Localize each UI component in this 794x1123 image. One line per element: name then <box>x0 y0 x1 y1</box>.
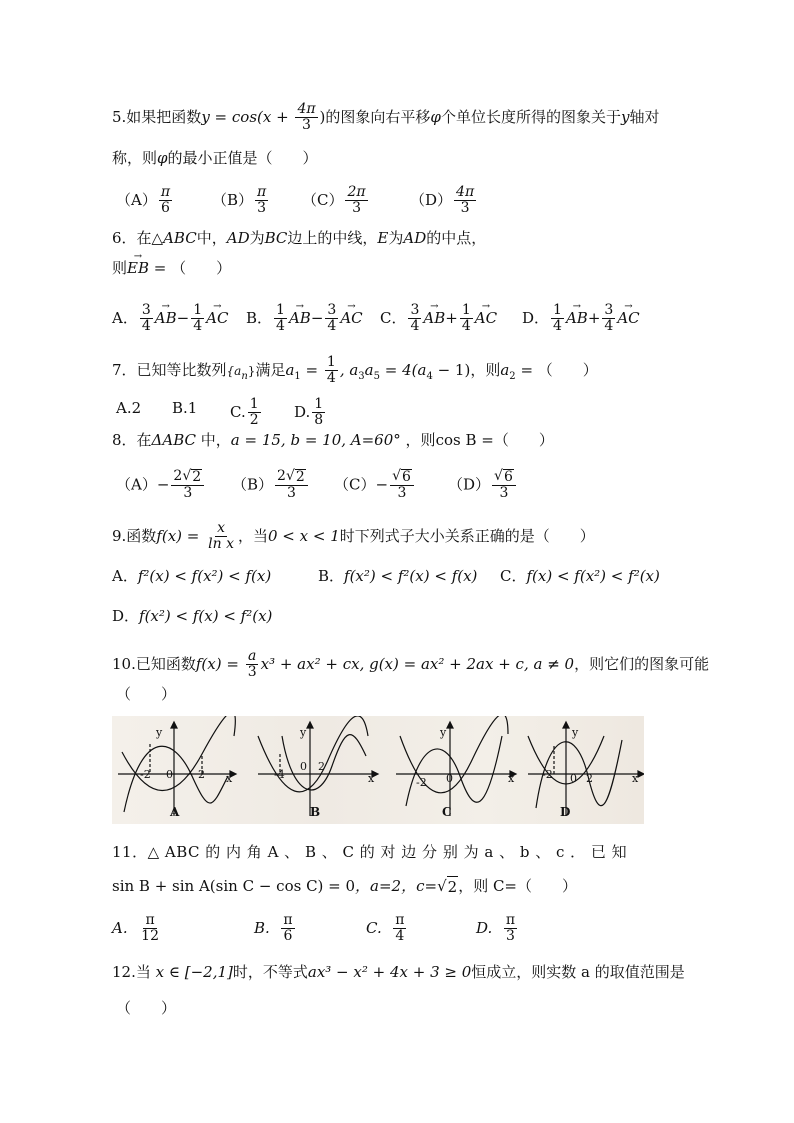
q9-option-c[interactable]: C．f(x) < f(x²) < f²(x) <box>500 567 660 585</box>
q5-option-b[interactable]: （B） $\frac{\pi}{3}$ <box>212 184 267 216</box>
graph-d-axis-y: y <box>572 726 579 739</box>
graph-b-tick-2: 0 <box>300 760 307 773</box>
q10-stem-line2: （ ） <box>116 685 177 703</box>
q5-text: 5.如果把函数 <box>112 108 202 127</box>
q11-option-d[interactable]: D. $\frac{\pi}{3}$ <box>476 912 516 944</box>
vector-AB: → AB <box>566 308 588 328</box>
q5-option-d[interactable]: （D） $\frac{4\pi}{3}$ <box>410 184 475 216</box>
graph-c-tick-1: -2 <box>416 776 427 789</box>
q6-stem-line1: 6．在△ABC中，AD为BC边上的中线，E为AD的中点， <box>112 229 487 247</box>
graph-b-tick-1: -4 <box>274 768 285 781</box>
q9-stem: 9.函数f(x) = $\frac{x}{\text{ln x}}$ ，当0 < x < 1时下列式子大小关系正确的是（ ） <box>112 520 595 552</box>
q7-stem: 7．已知等比数列$\{a_n\}$满足$a_1$ = $\frac{1}{4}$ , $a_3a_5 = 4(a_4 - 1)$，则$a_2$ = （ ） <box>112 354 598 386</box>
q9-option-d[interactable]: D．f(x²) < f(x) < f²(x) <box>112 607 273 625</box>
graph-a-label: A <box>170 805 180 819</box>
q5-option-a[interactable]: （A） $\frac{\pi}{6}$ <box>116 184 171 216</box>
graph-b-tick-3: 2 <box>318 760 325 773</box>
graph-b-axis-x: x <box>368 772 375 785</box>
graph-b-label: B <box>310 805 321 819</box>
q11-option-b[interactable]: B. $\frac{\pi}{6}$ <box>254 912 293 944</box>
q6-stem-line2: 则→ EB = （ ） <box>112 258 231 278</box>
q11-stem-line2: sin B + sin A(sin C − cos C) = 0，a=2，c=√ 2 ，则 C=（ ） <box>112 877 578 896</box>
graph-c-axis-y: y <box>440 726 447 739</box>
q12-stem-line2: （ ） <box>116 999 177 1017</box>
graph-a-axis-x: x <box>226 772 233 785</box>
graph-d-tick-1: -2 <box>542 768 553 781</box>
vector-AC: → AC <box>617 308 639 328</box>
graph-d-axis-x: x <box>632 772 639 785</box>
q10-graphs-svg <box>112 716 644 824</box>
graph-d-tick-3: 2 <box>586 772 593 785</box>
q8-option-b[interactable]: （B） 2√ 2 3 <box>232 470 310 501</box>
vector-AC: → AC <box>475 308 497 328</box>
q8-option-a[interactable]: （A）− 2√ 2 3 <box>116 470 206 501</box>
graph-c-label: C <box>442 805 452 819</box>
q10-graphs <box>112 716 644 824</box>
q6-option-a[interactable]: A． $\frac{3}{4}$ → AB− $\frac{1}{4}$ → AC <box>112 304 228 334</box>
graph-a-tick-2: 0 <box>166 768 173 781</box>
q7-option-c[interactable]: C. $\frac{1}{2}$ <box>230 396 259 428</box>
q7-option-a[interactable]: A.2 <box>116 399 142 417</box>
vector-AB: → AB <box>155 308 177 328</box>
q8-option-d[interactable]: （D） √ 6 3 <box>448 470 518 501</box>
graph-b-axis-y: y <box>300 726 307 739</box>
q11-option-c[interactable]: C. $\frac{\pi}{4}$ <box>366 912 405 944</box>
graph-a-axis-y: y <box>156 726 163 739</box>
vector-AB: → AB <box>423 308 445 328</box>
q6-option-b[interactable]: B． $\frac{1}{4}$ → AB− $\frac{3}{4}$ → AC <box>246 304 363 334</box>
graph-d-label: D <box>560 805 571 819</box>
q5-stem-line2: 称，则φ的最小正值是（ ） <box>112 149 318 167</box>
q8-option-c[interactable]: （C）− √ 6 3 <box>334 470 416 501</box>
q7-option-b[interactable]: B.1 <box>172 399 198 417</box>
q9-option-b[interactable]: B．f(x²) < f²(x) < f(x) <box>318 567 478 585</box>
q12-stem: 12.当 x ∈ [−2,1]时，不等式ax³ − x² + 4x + 3 ≥ 0恒成立，则实数 a 的取值范围是 <box>112 963 685 981</box>
vector-EB: → EB <box>127 258 149 278</box>
graph-a-tick-1: -2 <box>140 768 151 781</box>
q11-stem-line1: 11．△ ABC 的 内 角 A 、 B 、 C 的 对 边 分 别 为 a 、 b 、 c ． 已 知 <box>112 843 628 861</box>
q9-option-a[interactable]: A．f²(x) < f(x²) < f(x) <box>112 567 272 585</box>
vector-AC: → AC <box>340 308 362 328</box>
vector-AC: → AC <box>206 308 228 328</box>
q7-option-d[interactable]: D. $\frac{1}{8}$ <box>294 396 324 428</box>
graph-d-tick-2: 0 <box>570 772 577 785</box>
q5-frac: $\frac{4\pi}{3}$ <box>297 101 316 133</box>
q5-func: y = cos(x + <box>201 108 294 127</box>
q10-stem: 10.已知函数f(x) = $\frac{a}{3}$ x³ + ax² + cx, g(x) = ax² + 2ax + c, a ≠ 0，则它们的图象可能 <box>112 648 710 680</box>
graph-c[interactable] <box>396 716 516 816</box>
graph-c-axis-x: x <box>508 772 515 785</box>
q6-option-d[interactable]: D． $\frac{1}{4}$ → AB+ $\frac{3}{4}$ → AC <box>522 304 640 334</box>
graph-a-tick-3: 2 <box>198 768 205 781</box>
q6-option-c[interactable]: C． $\frac{3}{4}$ → AB+ $\frac{1}{4}$ → AC <box>380 304 497 334</box>
q5-option-c[interactable]: （C） $\frac{2\pi}{3}$ <box>302 184 366 216</box>
q8-stem: 8．在ΔABC 中，a = 15, b = 10, A=60° ，则cos B =（ ） <box>112 431 554 449</box>
q5-stem-line1: 5.如果把函数y = cos(x + $\frac{4\pi}{3}$ )的图象向右平移φ个单位长度所得的图象关于y轴对 <box>112 101 660 133</box>
q11-option-a[interactable]: A. $\frac{\pi}{12}$ <box>112 912 159 944</box>
graph-c-tick-2: 0 <box>446 772 453 785</box>
vector-AB: → AB <box>289 308 311 328</box>
graph-a[interactable] <box>118 716 236 816</box>
